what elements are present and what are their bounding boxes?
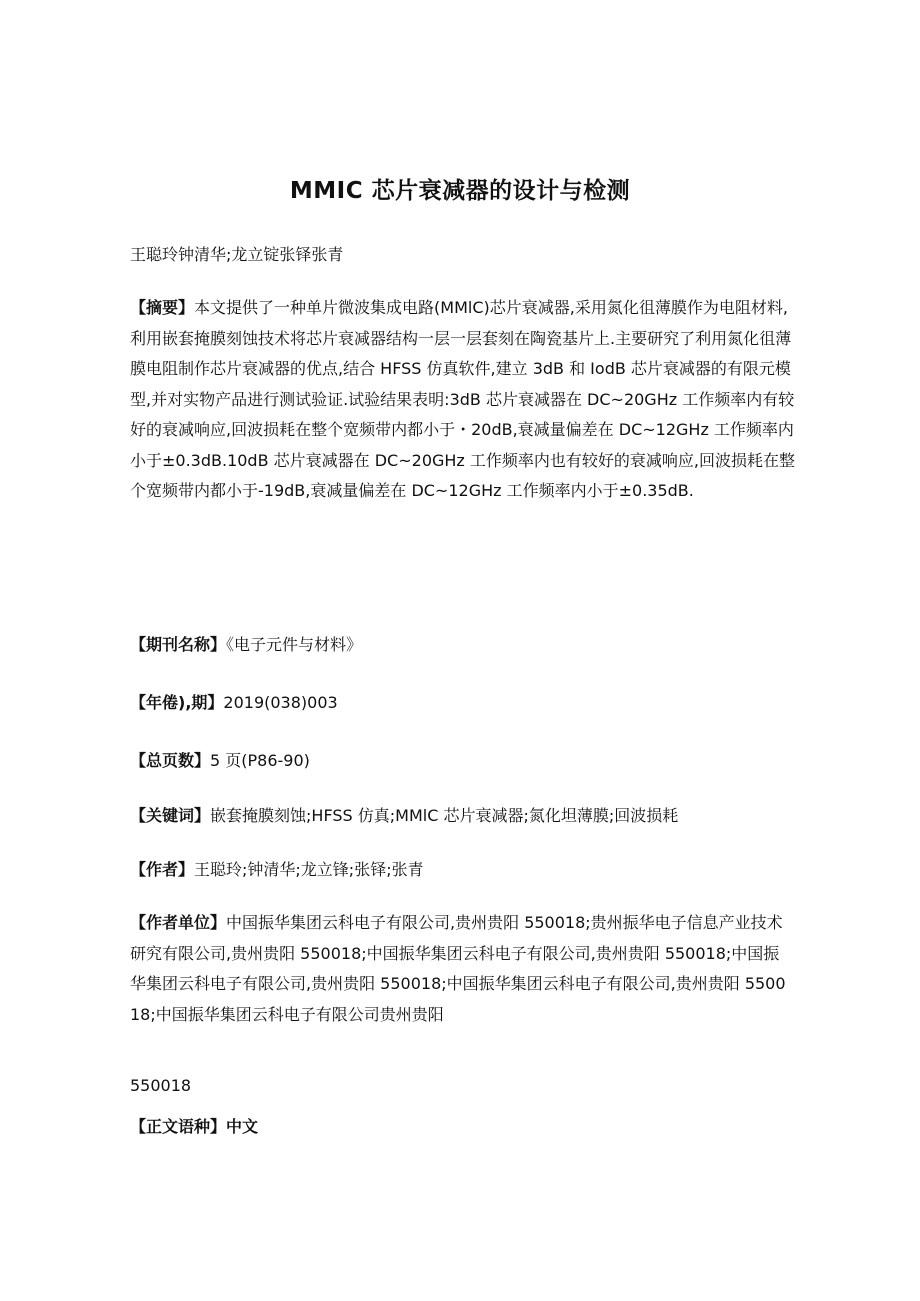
document-title: MMIC 芯片衰减器的设计与检测 [289,178,631,204]
keywords-field [130,801,795,832]
volume-label: 【年倦),期】 [130,693,224,712]
affiliation-value: 中国振华集团云科电子有限公司,贵州贵阳 550018;贵州振华电子信息产业技术研究有限公司,贵州贵阳 550018;中国振华集团云科电子有限公司,贵州贵阳 550018;中国振华集团云科电子有限公司,贵州贵阳 550018;中国振华集团云科电子有限公司,贵州贵阳 550018;中国振华集团云科电子有限公司贵州贵阳 [130,913,786,1024]
language-label: 【正文语种】 [130,1117,227,1136]
pages-field [130,746,795,777]
journal-value: 《电子元件与材料》 [226,635,363,654]
volume-field [130,688,795,719]
abstract-text: 本文提供了一种单片微波集成电路(MMlC)芯片衰减器,采用氮化徂薄膜作为电阻材料,利用嵌套掩膜刻蚀技术将芯片衰减器结构一层一层套刻在陶瓷基片上.主要研究了利用氮化徂薄膜电阻制作芯片衰减器的优点,结合 HFSS 仿真软件,建立 3dB 和 IodB 芯片衰减器的有限元模型,并对实物产品进行测试验证.试验结果表明:3dB 芯片衰减器在 DC~20GHz 工作频率内有较好的衰减响应,回波损耗在整个宽频带内都小于・20dB,衰减量偏差在 DC~12GHz 工作频率内小于±0.3dB.10dB 芯片衰减器在 DC~20GHz 工作频率内也有较好的衰减响应,回波损耗在整个宽频带内都小于-19dB,衰减量偏差在 DC~12GHz 工作频率内小于±0.35dB. [130,298,795,500]
language-field [130,1112,795,1143]
affiliation-tail: 550018 [130,1076,192,1095]
volume-value: 2019(038)003 [223,693,338,712]
author-field [130,855,795,886]
keywords-label: 【关键词】 [130,806,211,825]
pages-label: 【总页数】 [130,751,211,770]
author-line: 王聪玲钟清华;龙立锭张铎张青 [130,245,344,264]
journal-label: 【期刊名称】 [130,635,227,654]
affiliation-field [130,908,795,1030]
abstract-section [130,293,795,507]
author-label: 【作者】 [130,860,195,879]
abstract-label: 【摘要】 [130,298,195,317]
language-value: 中文 [226,1117,259,1136]
pages-value: 5 页(P86-90) [210,751,310,770]
journal-field [130,630,795,661]
affiliation-label: 【作者单位】 [130,913,227,932]
keywords-value: 嵌套掩膜刻蚀;HFSS 仿真;MMlC 芯片衰减器;氮化坦薄膜;回波损耗 [210,806,679,825]
author-value: 王聪玲;钟清华;龙立锋;张铎;张青 [194,860,424,879]
